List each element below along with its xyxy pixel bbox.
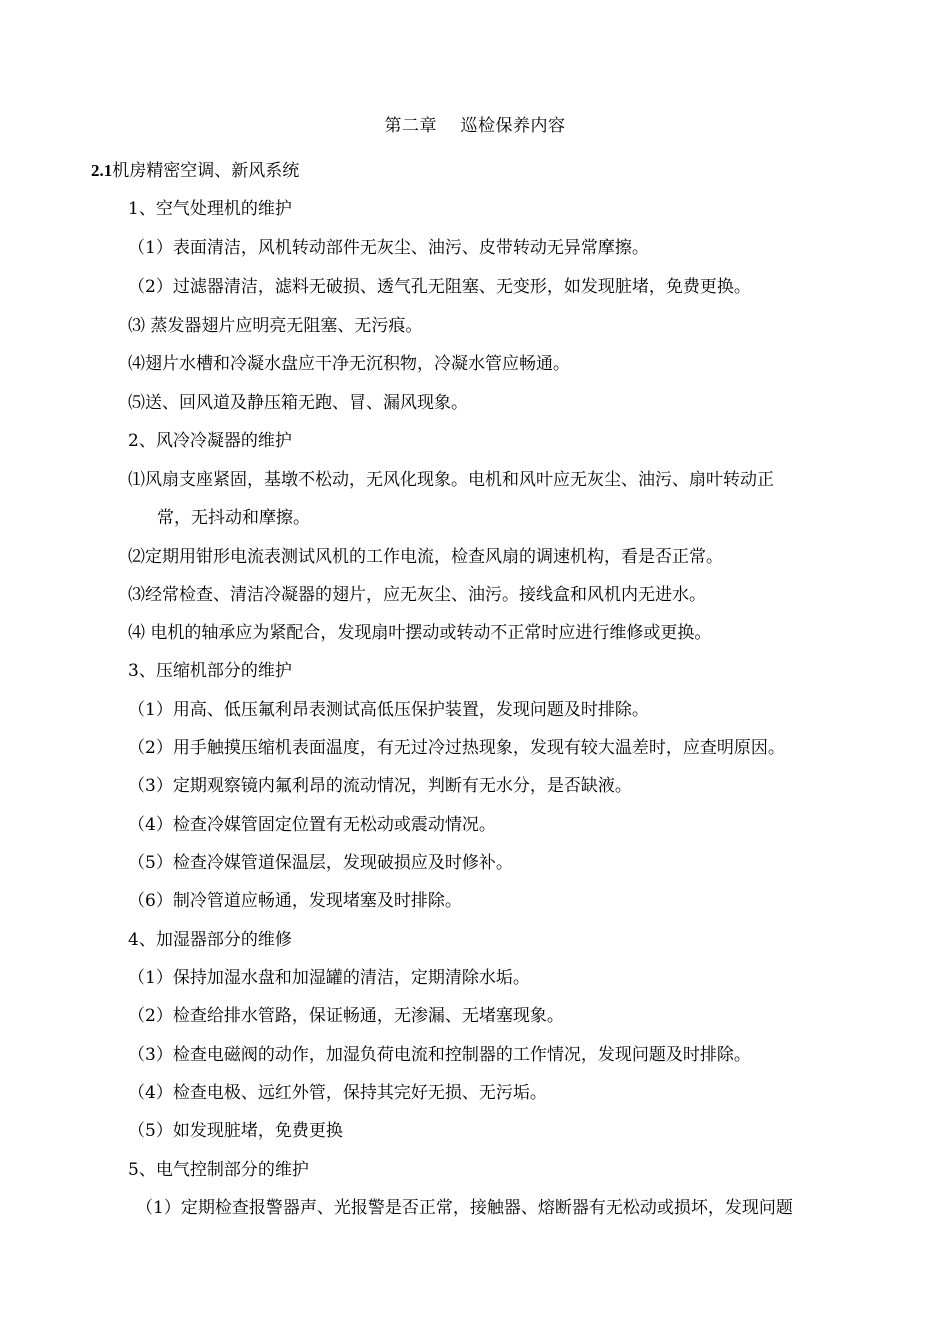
list-item: （6）制冷管道应畅通，发现堵塞及时排除。 bbox=[128, 891, 462, 911]
list-item: ⑶经常检查、清洁冷凝器的翅片，应无灰尘、油污。接线盒和风机内无进水。 bbox=[128, 585, 706, 605]
section-number: 2.1 bbox=[91, 161, 113, 180]
subsection-heading: 1、空气处理机的维护 bbox=[128, 199, 292, 219]
chapter-title: 第二章 巡检保养内容 bbox=[384, 116, 566, 136]
list-item: （5）如发现脏堵，免费更换 bbox=[128, 1121, 343, 1141]
subsection-heading: 2、风冷冷凝器的维护 bbox=[128, 431, 292, 451]
list-item: （1）保持加湿水盘和加湿罐的清洁，定期清除水垢。 bbox=[128, 968, 530, 988]
list-item: ⑶ 蒸发器翅片应明亮无阻塞、无污痕。 bbox=[128, 316, 423, 336]
list-item: （3）检查电磁阀的动作，加湿负荷电流和控制器的工作情况，发现问题及时排除。 bbox=[128, 1045, 751, 1065]
list-item: （4）检查电极、远红外管，保持其完好无损、无污垢。 bbox=[128, 1083, 547, 1103]
list-item: （2）用手触摸压缩机表面温度，有无过冷过热现象，发现有较大温差时，应查明原因。 bbox=[128, 738, 785, 758]
list-item: ⑷翅片水槽和冷凝水盘应干净无沉积物，冷凝水管应畅通。 bbox=[128, 354, 570, 374]
subsection-heading: 4、加湿器部分的维修 bbox=[128, 930, 292, 950]
section-title: 机房精密空调、新风系统 bbox=[112, 161, 300, 181]
list-item: （5）检查冷媒管道保温层，发现破损应及时修补。 bbox=[128, 853, 513, 873]
list-item: ⑸送、回风道及静压箱无跑、冒、漏风现象。 bbox=[128, 393, 468, 413]
subsection-heading: 5、电气控制部分的维护 bbox=[128, 1160, 309, 1180]
list-item: ⑴风扇支座紧固，基墩不松动，无风化现象。电机和风叶应无灰尘、油污、扇叶转动正 bbox=[128, 470, 774, 490]
list-item: （1）定期检查报警器声、光报警是否正常，接触器、熔断器有无松动或损坏，发现问题 bbox=[136, 1198, 793, 1218]
list-item: （1）用高、低压氟利昂表测试高低压保护装置，发现问题及时排除。 bbox=[128, 700, 649, 720]
list-item: （3）定期观察镜内氟利昂的流动情况，判断有无水分，是否缺液。 bbox=[128, 776, 632, 796]
subsection-heading: 3、压缩机部分的维护 bbox=[128, 661, 292, 681]
list-item: ⑷ 电机的轴承应为紧配合，发现扇叶摆动或转动不正常时应进行维修或更换。 bbox=[128, 623, 712, 643]
list-item: （2）过滤器清洁，滤料无破损、透气孔无阻塞、无变形，如发现脏堵，免费更换。 bbox=[128, 277, 751, 297]
list-item: （2）检查给排水管路，保证畅通，无渗漏、无堵塞现象。 bbox=[128, 1006, 564, 1026]
list-item: （1）表面清洁，风机转动部件无灰尘、油污、皮带转动无异常摩擦。 bbox=[128, 238, 649, 258]
list-item-continuation: 常，无抖动和摩擦。 bbox=[157, 508, 310, 528]
list-item: ⑵定期用钳形电流表测试风机的工作电流，检查风扇的调速机构，看是否正常。 bbox=[128, 547, 723, 567]
section-heading bbox=[91, 159, 299, 183]
list-item: （4）检查冷媒管固定位置有无松动或震动情况。 bbox=[128, 815, 496, 835]
